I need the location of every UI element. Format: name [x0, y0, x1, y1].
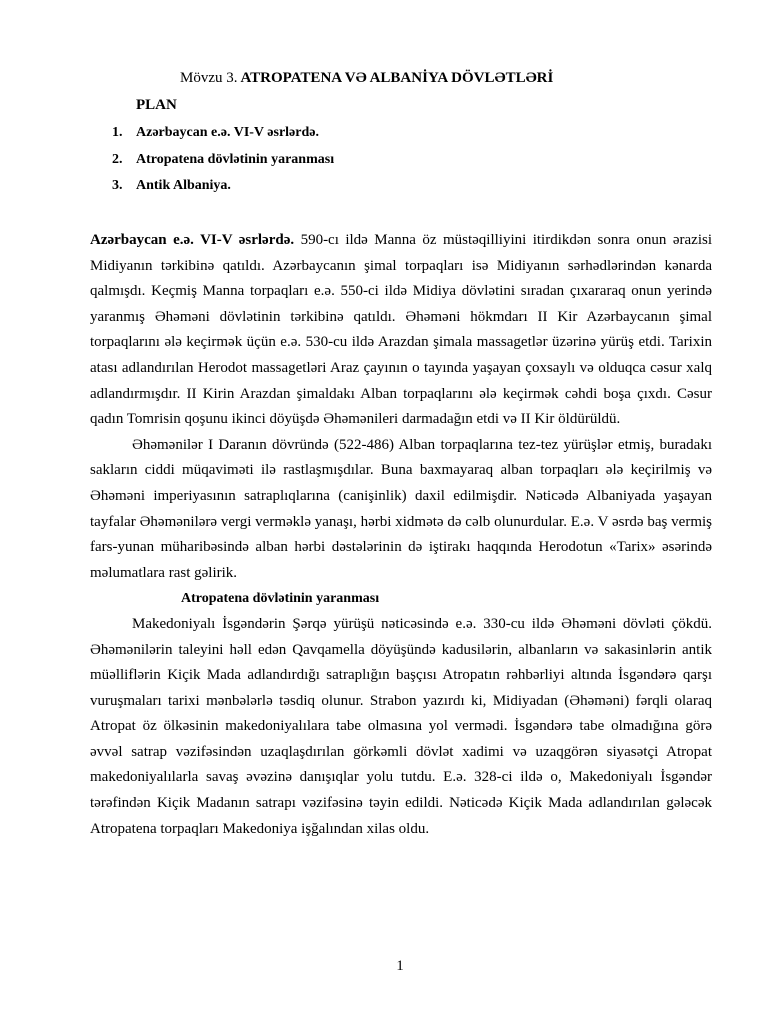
title-text: ATROPATENA VƏ ALBANİYA DÖVLƏTLƏRİ	[240, 70, 554, 86]
section2-heading: Atropatena dövlətinin yaranması	[181, 591, 380, 607]
section1-paragraph1	[90, 228, 712, 433]
document-title	[180, 70, 553, 87]
plan-item	[112, 124, 334, 151]
page-number: 1	[396, 958, 404, 974]
document-body	[90, 228, 712, 842]
section1-paragraph1-text: 590-cı ildə Manna öz müstəqilliyini itirdikdən sonra onun ərazisi Midiyanın tərkibinə qatıldı. Azərbaycanın şimal torpaqları isə Midiyanın sərhədlərindən kənarda qalmışdı. Keçmiş Manna torpaqları e.ə. 550-ci ildə Midiya dövlətini sıradan çıxararaq onun yerində yaranmış Əhəməni dövlətinin tərkibinə qatıldı. Əhəməni hökmdarı II Kir Azərbaycanın şimal torpaqlarını ələ keçirmək üçün e.ə. 530-cu ildə Arazdan şimala massagetlər üzərinə yürüş etdi. Tarixin atası adlandırılan Herodot massagetləri Araz çayının o tayında yaşayan çoxsaylı və olduqca cəsur xalq adlandırmışdır. II Kirin Arazdan şimaldakı Alban torpaqlarını ələ keçirmək cəhdi boşa çıxdı. Cəsur qadın Tomrisin qoşunu ikinci döyüşdə Əhəmənileri darmadağın etdi və II Kir öldürüldü.	[90, 232, 712, 428]
section1-lead: Azərbaycan e.ə. VI-V əsrlərdə.	[90, 232, 295, 248]
plan-item-text: Azərbaycan e.ə. VI-V əsrlərdə.	[136, 125, 319, 140]
plan-item-text: Antik Albaniya.	[136, 178, 231, 193]
plan-item	[112, 151, 334, 178]
plan-item-number: 2.	[112, 151, 123, 167]
plan-list	[112, 124, 334, 204]
plan-heading: PLAN	[136, 97, 177, 113]
plan-item-number: 1.	[112, 125, 123, 140]
section1-paragraph2: Əhəmənilər I Daranın dövründə (522-486) Alban torpaqlarına tez-tez yürüşlər etmiş, buradakı sakların ciddi müqaviməti ilə rastlaşmışdılar. Buna baxmayaraq alban torpaqları ələ keçirilmiş və Əhəməni imperiyasının satraplıqlarına (canişinlik) daxil edilmişdir. Nəticədə Albaniyada yaşayan tayfalar Əhəmənilərə vergi verməklə yanaşı, hərbi xidmətə də cəlb olunurdular. E.ə. V əsrdə baş vermiş fars-yunan müharibəsində alban hərbi dəstələrinin də iştirakı haqqında Herodotun «Tarix» əsərində məlumatlara rast gəlirik.	[90, 436, 712, 581]
title-prefix: Mövzu 3.	[180, 70, 238, 86]
section2-paragraph1: Makedoniyalı İsgəndərin Şərqə yürüşü nəticəsində e.ə. 330-cu ildə Əhəməni dövləti çökdü. Əhəmənilərin taleyini həll edən Qavqamella döyüşündə kadusilərin, albanların və sakasinlərin antik müəlliflərin Kiçik Mada adlandırdığı satraplığın başçısı Atropatın rəhbərliyi altında İsgəndərə qarşı vuruşmaları tarixi mənbələrlə təsdiq olunur. Strabon yazırdı ki, Midiyadan (Əhəməni) fərqli olaraq Atropat öz ölkəsinin makedoniyalılara tabe olmasına yol vermədi. İsgəndərə tabe olmadığına görə əvvəl satrap vəzifəsindən uzaqlaşdırılan görkəmli dövlət xadimi və uzaqgörən siyasətçi Atropat makedoniyalılarla savaş əvəzinə danışıqlar yolu tutdu. E.ə. 328-ci ildə o, Makedoniyalı İsgəndər tərəfindən Kiçik Madanın satrapı vəzifəsinə təyin edildi. Nəticədə Kiçik Mada adlandırılan gələcək Atropatena torpaqları Makedoniya işğalından xilas oldu.	[90, 615, 712, 837]
plan-item-text: Atropatena dövlətinin yaranması	[136, 151, 335, 167]
plan-item	[112, 177, 334, 204]
plan-item-number: 3.	[112, 178, 123, 193]
